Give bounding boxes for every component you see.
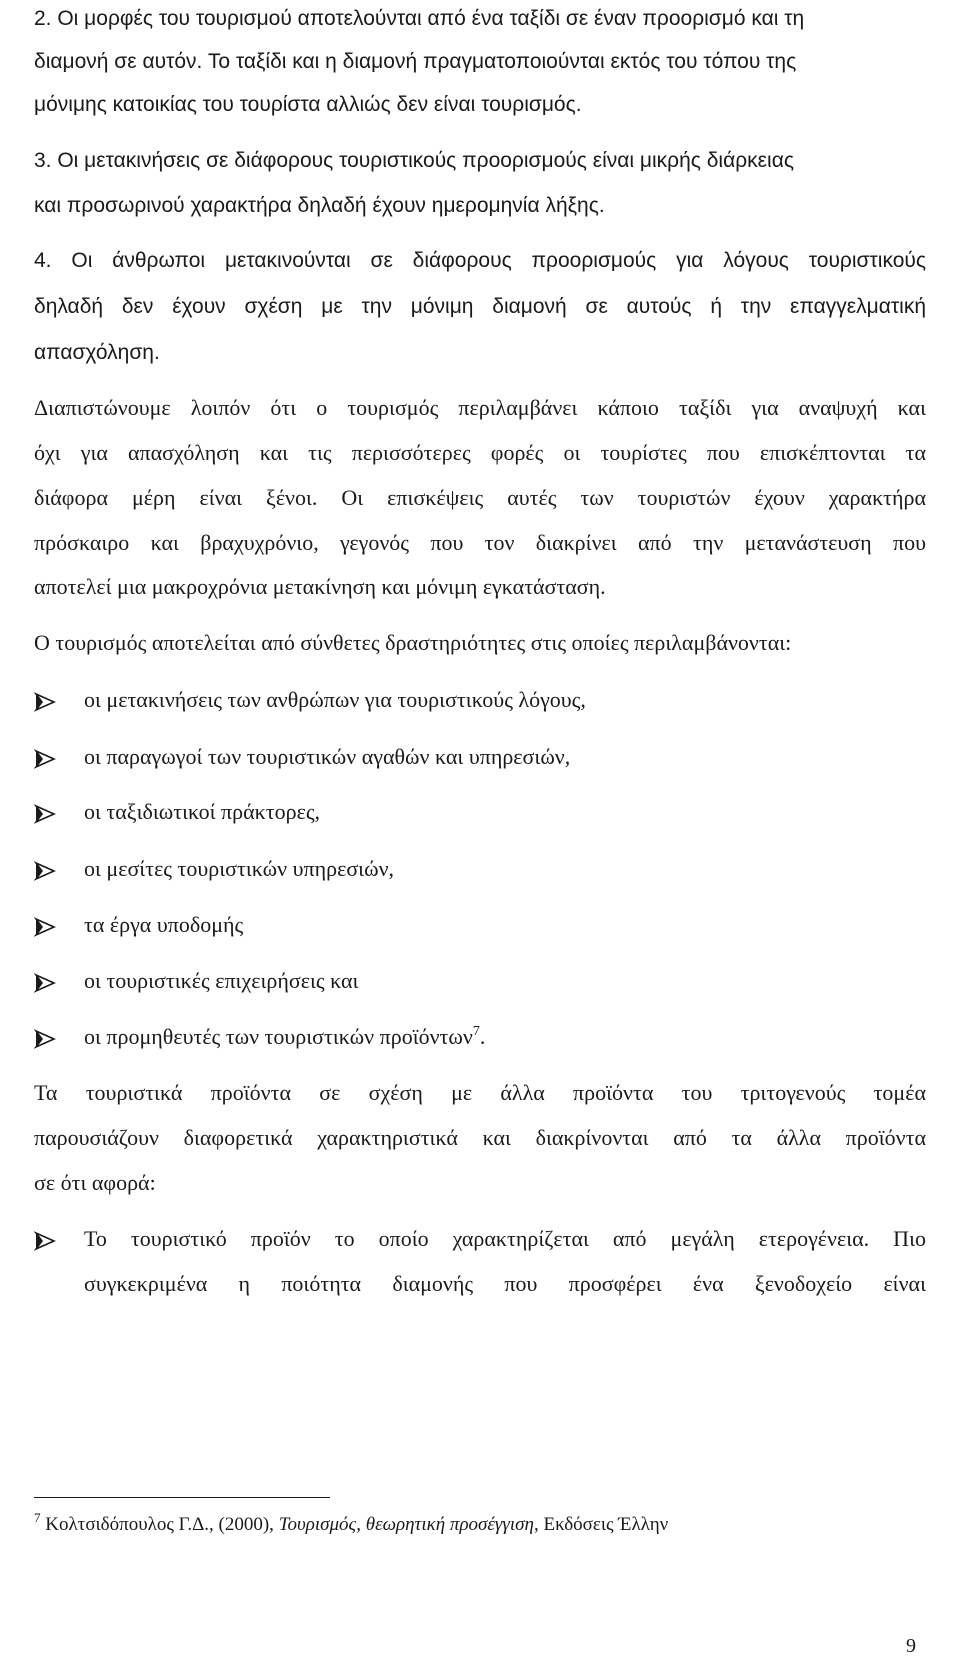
feature-list-item — [34, 1228, 926, 1254]
item2-line-2: διαμονή σε αυτόν. Το ταξίδι και η διαμονή πραγματοποιούνται εκτός του τόπου της — [34, 50, 797, 73]
conclusion-line-3: διάφορα μέρη είναι ξένοι. Οι επισκέψεις αυτές των τουριστών έχουν χαρακτήρα — [34, 487, 926, 510]
item3-line-1: 3. Οι μετακινήσεις σε διάφορους τουριστικούς προορισμούς είναι μικρής διάρκειας — [34, 149, 794, 172]
component-list-item — [34, 689, 926, 715]
footnote-reference: 7 — [472, 1024, 480, 1039]
component-list-item — [34, 914, 926, 940]
component-text — [84, 1026, 485, 1048]
component-text: οι μεσίτες τουριστικών υπηρεσιών, — [84, 856, 395, 881]
arrow-bullet-icon — [34, 749, 58, 769]
component-list-item — [34, 1026, 926, 1052]
component-text-main: οι προμηθευτές των τουριστικών προϊόντων — [84, 1024, 473, 1049]
component-text: οι παραγωγοί των τουριστικών αγαθών και υπηρεσιών, — [84, 744, 571, 769]
footnote — [34, 1510, 669, 1535]
component-text: οι τουριστικές επιχειρήσεις και — [84, 968, 359, 993]
component-list-item — [34, 970, 926, 996]
arrow-bullet-icon — [34, 1029, 58, 1049]
products-intro-line-3: σε ότι αφορά: — [34, 1170, 156, 1195]
component-text: οι ταξιδιωτικοί πράκτορες, — [84, 799, 321, 824]
feature-text-line-1: Το τουριστικό προϊόν το οποίο χαρακτηρίζεται από μεγάλη ετερογένεια. Πιο — [84, 1228, 926, 1251]
item3-line-2: και προσωρινού χαρακτήρα δηλαδή έχουν ημερομηνία λήξης. — [34, 194, 605, 217]
item4-line-2: δηλαδή δεν έχουν σχέση με την μόνιμη διαμονή σε αυτούς ή την επαγγελματική — [34, 296, 926, 318]
composition-intro: Ο τουρισμός αποτελείται από σύνθετες δραστηριότητες στις οποίες περιλαμβάνονται: — [34, 630, 792, 655]
page-number: 9 — [906, 1635, 916, 1657]
item4-line-3: απασχόληση. — [34, 341, 160, 364]
conclusion-line-2: όχι για απασχόληση και τις περισσότερες φορές οι τουρίστες που επισκέπτονται τα — [34, 442, 926, 465]
item2-line-1: 2. Οι μορφές του τουρισμού αποτελούνται από ένα ταξίδι σε έναν προορισμό και τη — [34, 7, 805, 30]
feature-list-item-continued — [34, 1273, 926, 1299]
footnote-author: Κολτσιδόπουλος Γ.Δ., (2000), — [45, 1514, 279, 1535]
component-list-item — [34, 801, 926, 827]
component-text-suffix: . — [479, 1024, 486, 1049]
arrow-bullet-icon — [34, 804, 58, 824]
footnote-publisher: , Εκδόσεις Έλλην — [533, 1514, 669, 1535]
component-text: τα έργα υποδομής — [84, 912, 244, 937]
footnote-separator — [34, 1497, 330, 1498]
conclusion-line-5: αποτελεί μια μακροχρόνια μετακίνηση και μόνιμη εγκατάσταση. — [34, 574, 606, 599]
component-text: οι μετακινήσεις των ανθρώπων για τουριστικούς λόγους, — [84, 687, 586, 712]
item4-line-1: 4. Οι άνθρωποι μετακινούνται σε διάφορους προορισμούς για λόγους τουριστικούς — [34, 250, 926, 272]
products-intro-line-1: Τα τουριστικά προϊόντα σε σχέση με άλλα προϊόντα του τριτογενούς τομέα — [34, 1082, 926, 1105]
arrow-bullet-icon — [34, 973, 58, 993]
item2-line-3: μόνιμης κατοικίας του τουρίστα αλλιώς δεν είναι τουρισμός. — [34, 93, 582, 116]
arrow-bullet-icon — [34, 692, 58, 712]
arrow-bullet-icon — [34, 861, 58, 881]
feature-text-line-2: συγκεκριμένα η ποιότητα διαμονής που προσφέρει ένα ξενοδοχείο είναι — [84, 1273, 926, 1296]
component-list-item — [34, 746, 926, 772]
arrow-bullet-icon — [34, 917, 58, 937]
conclusion-line-4: πρόσκαιρο και βραχυχρόνιο, γεγονός που τον διακρίνει από την μετανάστευση που — [34, 532, 926, 555]
products-intro-line-2: παρουσιάζουν διαφορετικά χαρακτηριστικά και διακρίνονται από τα άλλα προϊόντα — [34, 1127, 926, 1150]
arrow-bullet-icon — [34, 1231, 58, 1251]
footnote-title: Τουρισμός, θεωρητική προσέγγιση — [278, 1514, 534, 1535]
conclusion-line-1: Διαπιστώνουμε λοιπόν ότι ο τουρισμός περιλαμβάνει κάποιο ταξίδι για αναψυχή και — [34, 397, 926, 420]
footnote-marker: 7 — [34, 1510, 41, 1525]
component-list-item — [34, 858, 926, 884]
